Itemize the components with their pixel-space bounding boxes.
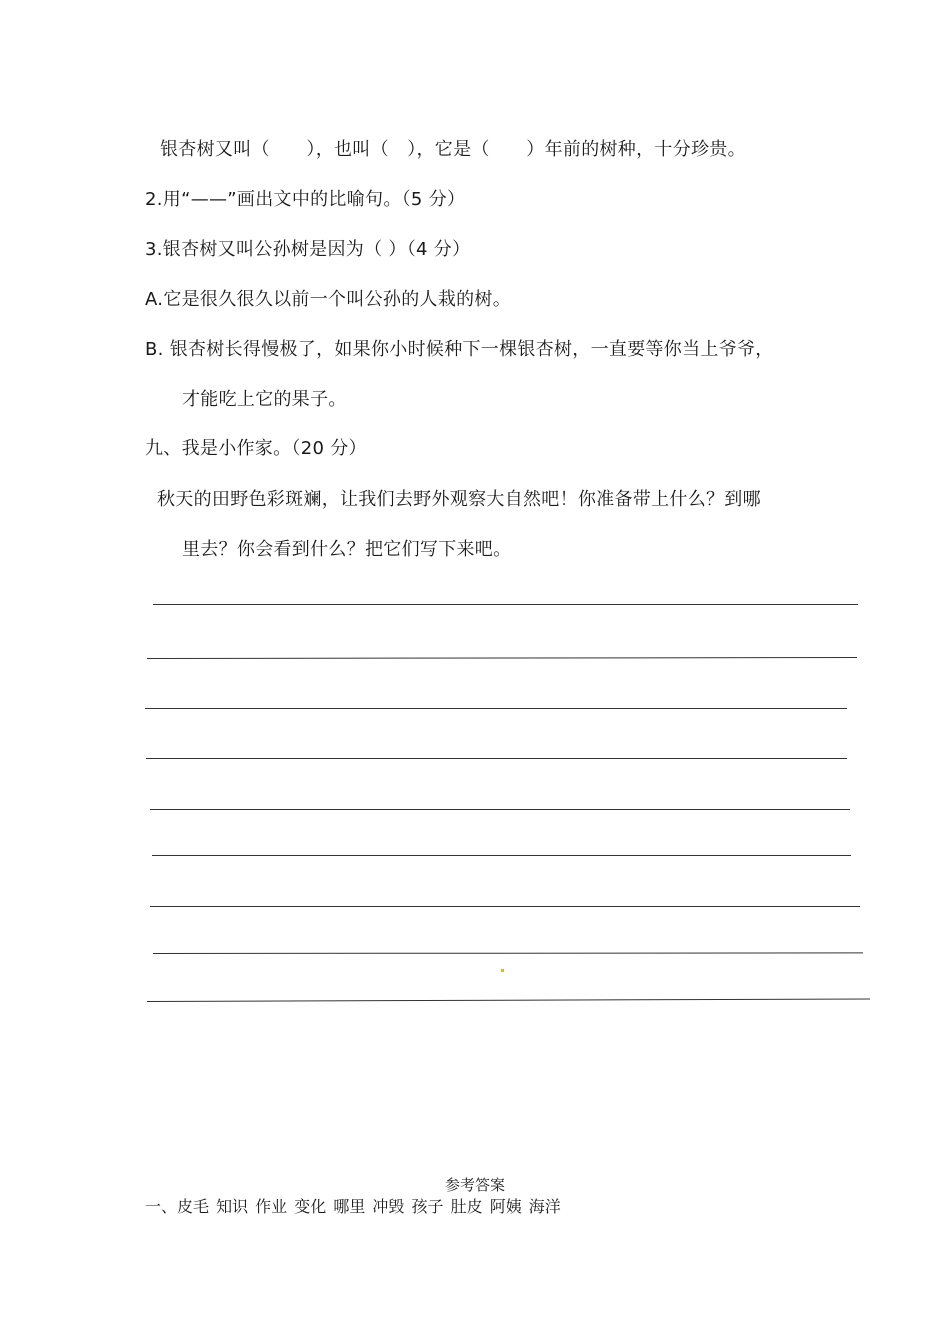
writing-line	[145, 708, 847, 709]
writing-line	[152, 855, 851, 856]
q3-question: 3.银杏树又叫公孙树是因为（ ）（4 分）	[145, 239, 471, 260]
q3-option-b-line2: 才能吃上它的果子。	[182, 389, 347, 410]
answer-key-title: 参考答案	[444, 1176, 505, 1194]
section-nine-prompt-line2: 里去？你会看到什么？把它们写下来吧。	[182, 539, 512, 560]
section-nine-heading: 九、我是小作家。（20 分）	[145, 438, 367, 459]
writing-line	[147, 998, 870, 1002]
writing-line	[153, 604, 858, 605]
q1-fill-blank-sentence: 银杏树又叫（ ），也叫（ ），它是（ ）年前的树种，十分珍贵。	[160, 139, 746, 160]
writing-line	[153, 952, 863, 954]
q3-option-a: A.它是很久很久以前一个叫公孙的人栽的树。	[145, 289, 512, 310]
writing-line	[150, 809, 850, 810]
q3-option-b-line1: B. 银杏树长得慢极了，如果你小时候种下一棵银杏树，一直要等你当上爷爷，	[145, 339, 774, 360]
scan-speck	[501, 969, 504, 972]
writing-line	[147, 657, 857, 659]
answer-key-line1: 一、皮毛 知识 作业 变化 哪里 冲毁 孩子 肚皮 阿姨 海洋	[145, 1197, 561, 1216]
section-nine-prompt-line1: 秋天的田野色彩斑斓，让我们去野外观察大自然吧！你准备带上什么？到哪	[157, 489, 761, 510]
writing-line	[146, 758, 847, 759]
writing-line	[150, 906, 860, 907]
q2-instruction: 2.用“——”画出文中的比喻句。（5 分）	[145, 189, 466, 210]
